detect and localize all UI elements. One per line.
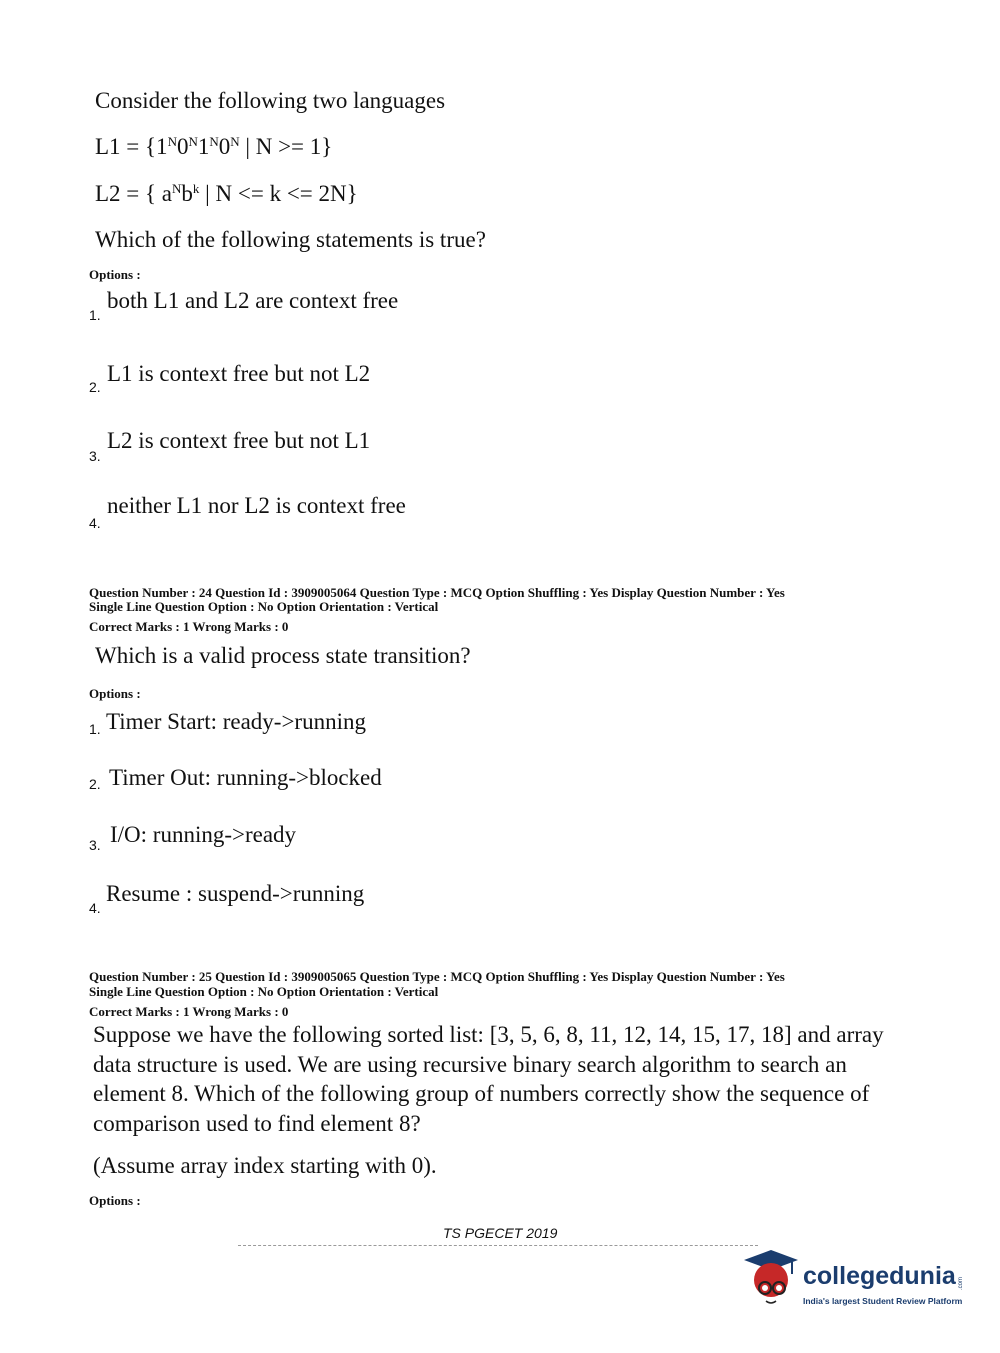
question-metadata: Question Number : 25 Question Id : 3909005065 Question Type : MCQ Option Shuffling : Yes Display Question Number : Yes xyxy=(89,969,785,984)
option-text: Timer Out: running->blocked xyxy=(109,765,382,790)
language-l1-definition: $L1 = \{1^N0^N1^N0^N$ | N >= 1} xyxy=(95,134,333,159)
option-number: 3. xyxy=(89,837,101,853)
options-label: Options : xyxy=(89,686,141,701)
options-label: Options : xyxy=(89,1193,141,1208)
question-assumption: (Assume array index starting with 0). xyxy=(93,1153,437,1178)
option-text: L1 is context free but not L2 xyxy=(107,361,371,386)
options-label: Options : xyxy=(89,267,141,282)
option-text: both L1 and L2 are context free xyxy=(107,288,399,313)
option-number: 4. xyxy=(89,900,101,916)
question-metadata: Single Line Question Option : No Option Orientation : Vertical xyxy=(89,984,439,999)
logo-tagline: India's largest Student Review Platform xyxy=(803,1296,963,1306)
exam-footer: TS PGECET 2019 xyxy=(443,1225,558,1241)
question-text: Which is a valid process state transition? xyxy=(95,643,471,668)
question-text: Which of the following statements is true? xyxy=(95,227,486,252)
option-number: 1. xyxy=(89,721,101,737)
option-number: 2. xyxy=(89,379,101,395)
question-marks: Correct Marks : 1 Wrong Marks : 0 xyxy=(89,619,289,634)
question-metadata: Question Number : 24 Question Id : 3909005064 Question Type : MCQ Option Shuffling : Yes Display Question Number : Yes xyxy=(89,585,785,600)
footer-divider xyxy=(238,1245,758,1246)
option-number: 2. xyxy=(89,776,101,792)
question-metadata: Single Line Question Option : No Option Orientation : Vertical xyxy=(89,599,439,614)
language-l2-definition: L2 = { $a^Nb^k$ | N <= k <= 2N} xyxy=(95,181,358,206)
option-text: L2 is context free but not L1 xyxy=(107,428,371,453)
logo-domain: .com xyxy=(958,1276,964,1290)
option-number: 4. xyxy=(89,515,101,531)
logo-wordmark: collegedunia xyxy=(803,1262,956,1290)
option-text: neither L1 nor L2 is context free xyxy=(107,493,406,518)
question-text: Suppose we have the following sorted list: [3, 5, 6, 8, 11, 12, 14, 15, 17, 18] and array data structure is used. We are using recursive binary search algorithm to search an element 8. Which of the following group of numbers correctly show the sequence of comparison used to find element 8? xyxy=(93,1022,884,1136)
question-intro: Consider the following two languages xyxy=(95,88,446,113)
option-number: 1. xyxy=(89,307,101,323)
question-marks: Correct Marks : 1 Wrong Marks : 0 xyxy=(89,1004,289,1019)
option-text: Resume : suspend->running xyxy=(106,881,365,906)
option-number: 3. xyxy=(89,448,101,464)
mascot-logo-icon xyxy=(740,1246,802,1308)
option-text: Timer Start: ready->running xyxy=(106,709,366,734)
option-text: I/O: running->ready xyxy=(110,822,297,847)
